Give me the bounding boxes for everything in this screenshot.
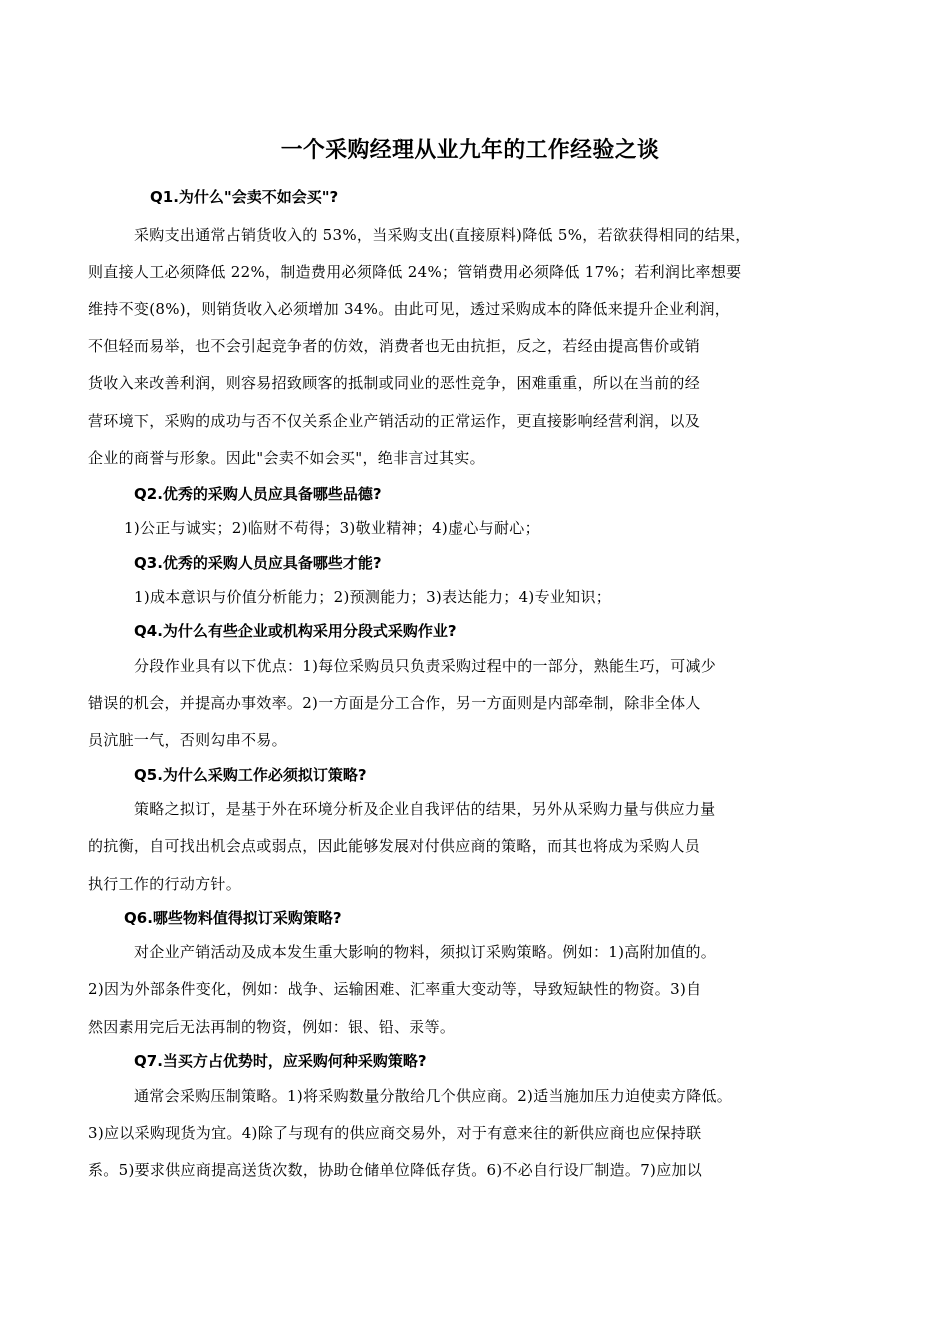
q5-answer-line: 执行工作的行动方针。 <box>88 875 242 893</box>
q4-answer-line: 分段作业具有以下优点：1)每位采购员只负责采购过程中的一部分，熟能生巧，可减少 <box>134 657 717 675</box>
q7-answer-line: 3)应以采购现货为宜。4)除了与现有的供应商交易外，对于有意来往的新供应商也应保持联 <box>88 1124 702 1142</box>
q2-answer-line: 1)公正与诚实；2)临财不苟得；3)敬业精神；4)虚心与耐心； <box>124 519 540 537</box>
q5-answer-line: 的抗衡，自可找出机会点或弱点，因此能够发展对付供应商的策略，而其也将成为采购人员 <box>88 837 701 855</box>
q1-answer-line: 采购支出通常占销货收入的 53%，当采购支出(直接原料)降低 5%，若欲获得相同的结果， <box>134 226 751 244</box>
question-q2: Q2.优秀的采购人员应具备哪些品德? <box>134 485 382 503</box>
q3-answer-line: 1)成本意识与价值分析能力；2)预测能力；3)表达能力；4)专业知识； <box>134 588 612 606</box>
q1-answer-line: 企业的商誉与形象。因此"会卖不如会买"，绝非言过其实。 <box>88 449 485 467</box>
q1-answer-line: 维持不变(8%)，则销货收入必须增加 34%。由此可见，透过采购成本的降低来提升企业利润， <box>88 300 731 318</box>
q7-answer-line: 系。5)要求供应商提高送货次数，协助仓储单位降低存货。6)不必自行设厂制造。7)应加以 <box>88 1161 703 1179</box>
question-q3: Q3.优秀的采购人员应具备哪些才能? <box>134 554 382 572</box>
q1-answer-line: 货收入来改善利润，则容易招致顾客的抵制或同业的恶性竞争，困难重重，所以在当前的经 <box>88 374 701 392</box>
q1-answer-line: 营环境下，采购的成功与否不仅关系企业产销活动的正常运作，更直接影响经营利润，以及 <box>88 412 701 430</box>
question-q1: Q1.为什么"会卖不如会买"? <box>150 188 339 206</box>
q1-answer-line: 则直接人工必须降低 22%，制造费用必须降低 24%；管销费用必须降低 17%；若利润比率想要 <box>88 263 742 281</box>
q6-answer-line: 对企业产销活动及成本发生重大影响的物料，须拟订采购策略。例如：1)高附加值的。 <box>134 943 717 961</box>
document-title: 一个采购经理从业九年的工作经验之谈 <box>280 138 660 163</box>
question-q5: Q5.为什么采购工作必须拟订策略? <box>134 766 367 784</box>
question-q6: Q6.哪些物料值得拟订采购策略? <box>124 909 342 927</box>
q6-answer-line: 2)因为外部条件变化，例如：战争、运输困难、汇率重大变动等，导致短缺性的物资。3)自 <box>88 980 702 998</box>
q6-answer-line: 然因素用完后无法再制的物资，例如：银、铅、汞等。 <box>88 1018 456 1036</box>
question-q7: Q7.当买方占优势时，应采购何种采购策略? <box>134 1052 427 1070</box>
q4-answer-line: 错误的机会，并提高办事效率。2)一方面是分工合作，另一方面则是内部牵制，除非全体人 <box>88 694 701 712</box>
q5-answer-line: 策略之拟订，是基于外在环境分析及企业自我评估的结果，另外从采购力量与供应力量 <box>134 800 716 818</box>
q7-answer-line: 通常会采购压制策略。1)将采购数量分散给几个供应商。2)适当施加压力迫使卖方降低。 <box>134 1087 733 1105</box>
q4-answer-line: 员沆脏一气，否则勾串不易。 <box>88 731 287 749</box>
question-q4: Q4.为什么有些企业或机构采用分段式采购作业? <box>134 622 457 640</box>
q1-answer-line: 不但轻而易举，也不会引起竞争者的仿效，消费者也无由抗拒，反之，若经由提高售价或销 <box>88 337 701 355</box>
